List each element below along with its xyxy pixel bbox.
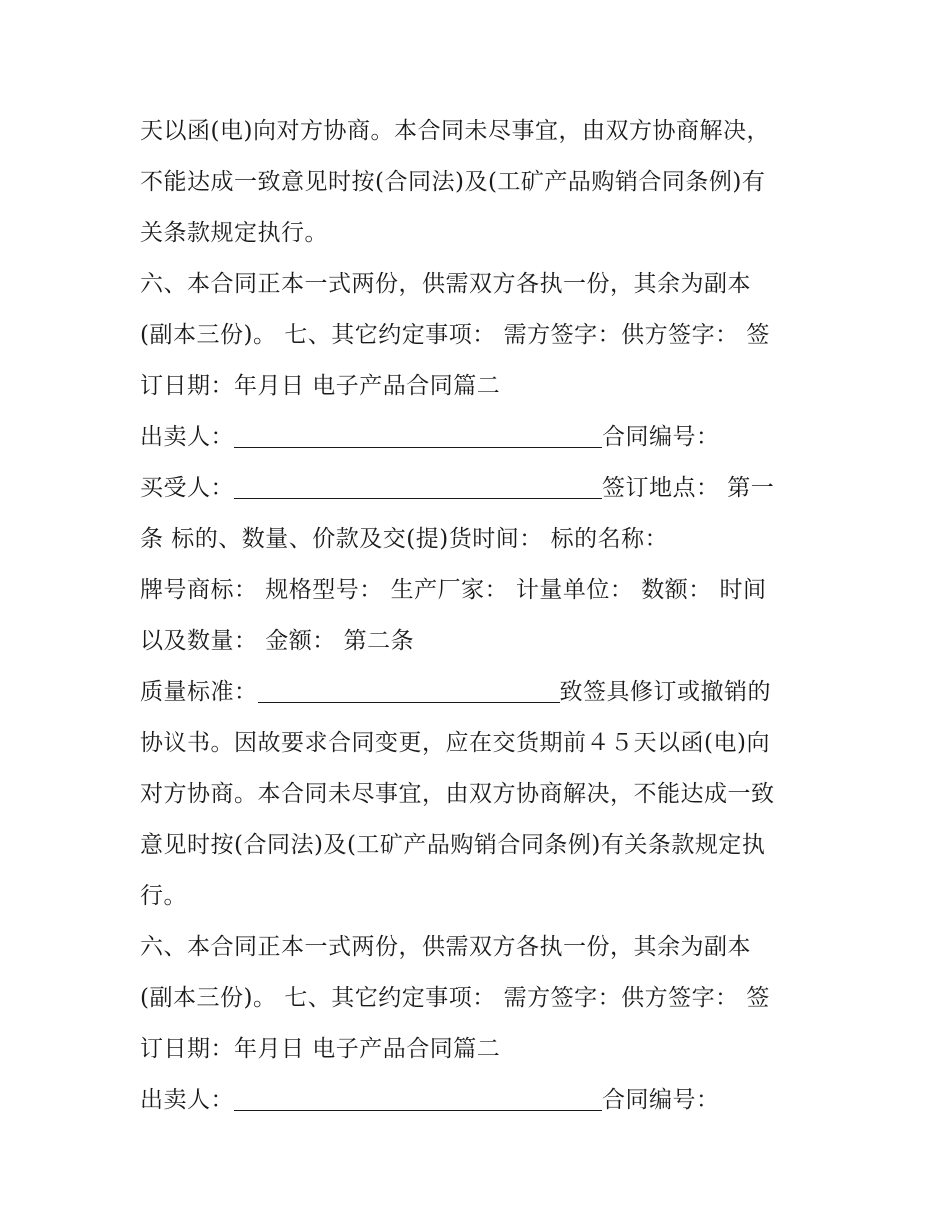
text-line: 以及数量： 金额： 第二条 bbox=[140, 628, 415, 654]
text-line: 行。 bbox=[140, 883, 187, 909]
buyer-blank bbox=[234, 498, 602, 499]
contract-no-label: 合同编号： bbox=[602, 1087, 720, 1113]
seller-label: 出卖人： bbox=[140, 1087, 234, 1113]
text-line: 订日期：年月日 电子产品合同篇二 bbox=[140, 1036, 501, 1062]
text-line: 意见时按(合同法)及(工矿产品购销合同条例)有关条款规定执 bbox=[140, 832, 766, 858]
text-line: (副本三份)。 七、其它约定事项： 需方签字：供方签字： 签 bbox=[140, 322, 770, 348]
text-line: 订日期：年月日 电子产品合同篇二 bbox=[140, 373, 501, 399]
text-line: 不能达成一致意见时按(合同法)及(工矿产品购销合同条例)有 bbox=[140, 169, 766, 195]
seller-row bbox=[140, 412, 840, 463]
buyer-row bbox=[140, 463, 840, 514]
seller-blank bbox=[234, 447, 602, 448]
text-line: 关条款规定执行。 bbox=[140, 220, 328, 246]
text-line: (副本三份)。 七、其它约定事项： 需方签字：供方签字： 签 bbox=[140, 985, 770, 1011]
seller-blank bbox=[234, 1110, 602, 1111]
buyer-label: 买受人： bbox=[140, 475, 234, 501]
seller-row-2 bbox=[140, 1075, 840, 1126]
text-line: 六、本合同正本一式两份，供需双方各执一份，其余为副本 bbox=[140, 271, 751, 297]
seller-label: 出卖人： bbox=[140, 424, 234, 450]
quality-row bbox=[140, 667, 840, 718]
text-line: 牌号商标： 规格型号： 生产厂家： 计量单位： 数额： 时间 bbox=[140, 577, 767, 603]
quality-label: 质量标准： bbox=[140, 679, 258, 705]
quality-tail: 致签具修订或撤销的 bbox=[559, 679, 771, 705]
quality-blank bbox=[258, 702, 560, 703]
contract-text bbox=[140, 106, 840, 1126]
text-line: 天以函(电)向对方协商。本合同未尽事宜，由双方协商解决， bbox=[140, 118, 770, 144]
sign-place-label: 签订地点： 第一 bbox=[602, 475, 775, 501]
text-line: 协议书。因故要求合同变更，应在交货期前４５天以函(电)向 bbox=[140, 730, 770, 756]
text-line: 条 标的、数量、价款及交(提)货时间： 标的名称： bbox=[140, 526, 669, 552]
contract-no-label: 合同编号： bbox=[602, 424, 720, 450]
text-line: 六、本合同正本一式两份，供需双方各执一份，其余为副本 bbox=[140, 934, 751, 960]
text-line: 对方协商。本合同未尽事宜，由双方协商解决，不能达成一致 bbox=[140, 781, 775, 807]
